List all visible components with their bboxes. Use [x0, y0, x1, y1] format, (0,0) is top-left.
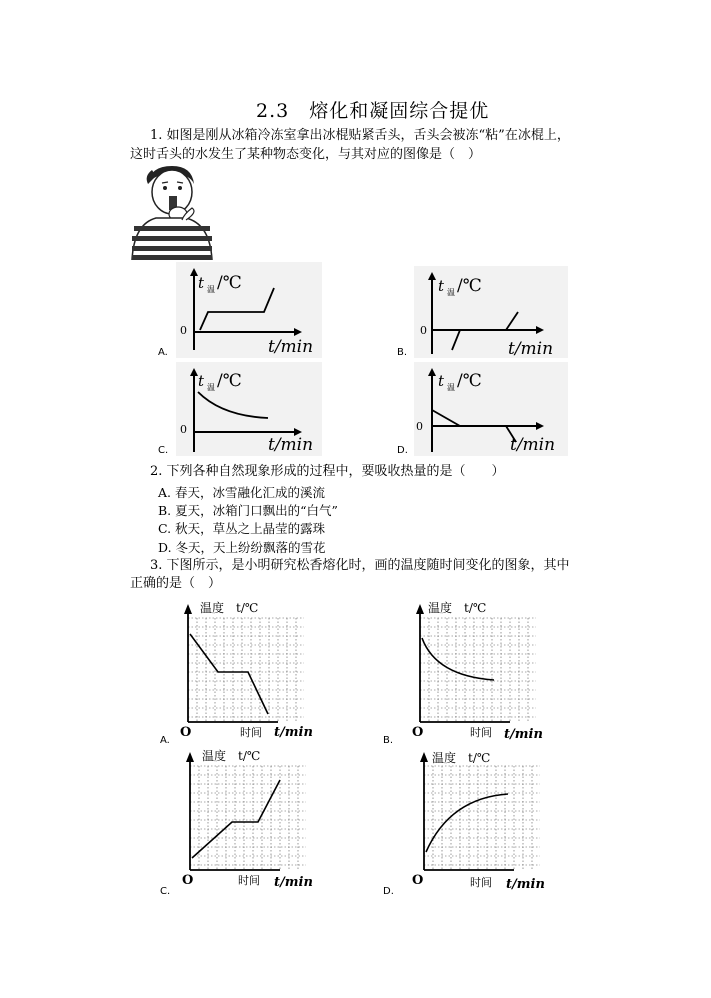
q3b-ylabel: 温度 t/℃ [428, 601, 487, 615]
q1-stem-line1: 1. 如图是刚从冰箱冷冻室拿出冰棍贴紧舌头，舌头会被冻“粘”在冰棍上， [150, 128, 570, 143]
q3b-grid [420, 618, 536, 722]
q3-option-a-label: A. [160, 735, 170, 746]
q1-graph-d [414, 362, 568, 456]
q3a-origin: O [180, 725, 192, 740]
q3-graph-a [178, 598, 320, 742]
boy-popsicle-illustration [126, 162, 218, 260]
q1b-zero: 0 [420, 324, 427, 337]
q1b-ylabel-sub: 温 [447, 288, 455, 297]
q1-graph-c [176, 362, 322, 456]
q3b-origin: O [412, 725, 424, 740]
q3a-xunit: t/min [274, 725, 313, 740]
q3c-grid [190, 766, 306, 870]
q3-graph-c [180, 746, 322, 890]
q1d-ylabel-t: t [438, 372, 445, 390]
q2-stem: 2. 下列各种自然现象形成的过程中，要吸收热量的是（ ） [150, 464, 505, 479]
q1a-ylabel-sub: 温 [207, 285, 215, 294]
q3c-xtime: 时间 [238, 874, 260, 887]
q3c-xunit: t/min [274, 875, 313, 890]
q2-option-c: C. 秋天，草丛之上晶莹的露珠 [158, 521, 326, 536]
q3b-xtime: 时间 [470, 726, 492, 739]
q1a-zero: 0 [180, 324, 187, 337]
q3d-ylabel: 温度 t/℃ [432, 751, 491, 765]
page-title: 2.3 熔化和凝固综合提优 [256, 100, 490, 122]
q1-stem-line2: 这时舌头的水发生了某种物态变化，与其对应的图像是（ ） [130, 147, 482, 162]
q1d-zero: 0 [416, 420, 423, 433]
q1b-ylabel-t: t [438, 277, 445, 295]
q1a-xlabel: t/min [268, 337, 314, 357]
q1-option-a-label: A. [158, 347, 168, 358]
q1a-ylabel-t: t [198, 274, 205, 292]
q1c-xlabel: t/min [268, 435, 314, 455]
q1a-ylabel-unit: /℃ [217, 273, 242, 293]
q3-stem-line1: 3. 下图所示，是小明研究松香熔化时，画的温度随时间变化的图象，其中 [150, 558, 570, 573]
q1-option-c-label: C. [158, 445, 169, 456]
q2-option-a: A. 春天，冰雪融化汇成的溪流 [158, 485, 325, 500]
q3d-xunit: t/min [506, 877, 545, 890]
q1c-ylabel-sub: 温 [207, 383, 215, 392]
q1-option-b-label: B. [397, 347, 408, 358]
q2-option-b: B. 夏天，冰箱门口飘出的“白气” [158, 503, 338, 518]
q1b-ylabel-unit: /℃ [457, 276, 482, 296]
q3c-origin: O [182, 873, 194, 888]
q1b-xlabel: t/min [508, 339, 554, 358]
q3a-grid [188, 618, 304, 722]
q1-graph-a [176, 262, 322, 358]
q3b-xunit: t/min [504, 727, 543, 742]
q3-graph-b [406, 598, 548, 742]
q1c-ylabel-unit: /℃ [217, 371, 242, 391]
q3-option-d-label: D. [383, 886, 394, 897]
q3a-ylabel: 温度 t/℃ [200, 601, 259, 615]
q3-option-b-label: B. [383, 735, 394, 746]
q1-option-d-label: D. [397, 445, 408, 456]
q1c-zero: 0 [180, 423, 187, 436]
q3d-xtime: 时间 [470, 876, 492, 889]
q2-option-d: D. 冬天，天上纷纷飘落的雪花 [158, 540, 326, 555]
q3a-xtime: 时间 [240, 726, 262, 739]
q3-stem-line2: 正确的是（ ） [130, 576, 222, 591]
q3-option-c-label: C. [160, 886, 171, 897]
q1d-ylabel-unit: /℃ [457, 371, 482, 391]
q3-graph-d [410, 746, 552, 890]
q3d-origin: O [412, 873, 424, 888]
q3d-grid [424, 766, 540, 870]
q1-graph-b [414, 266, 568, 358]
q1c-ylabel-t: t [198, 372, 205, 390]
q1d-xlabel: t/min [510, 435, 556, 455]
q3c-ylabel: 温度 t/℃ [202, 749, 261, 763]
q1d-ylabel-sub: 温 [447, 383, 455, 392]
